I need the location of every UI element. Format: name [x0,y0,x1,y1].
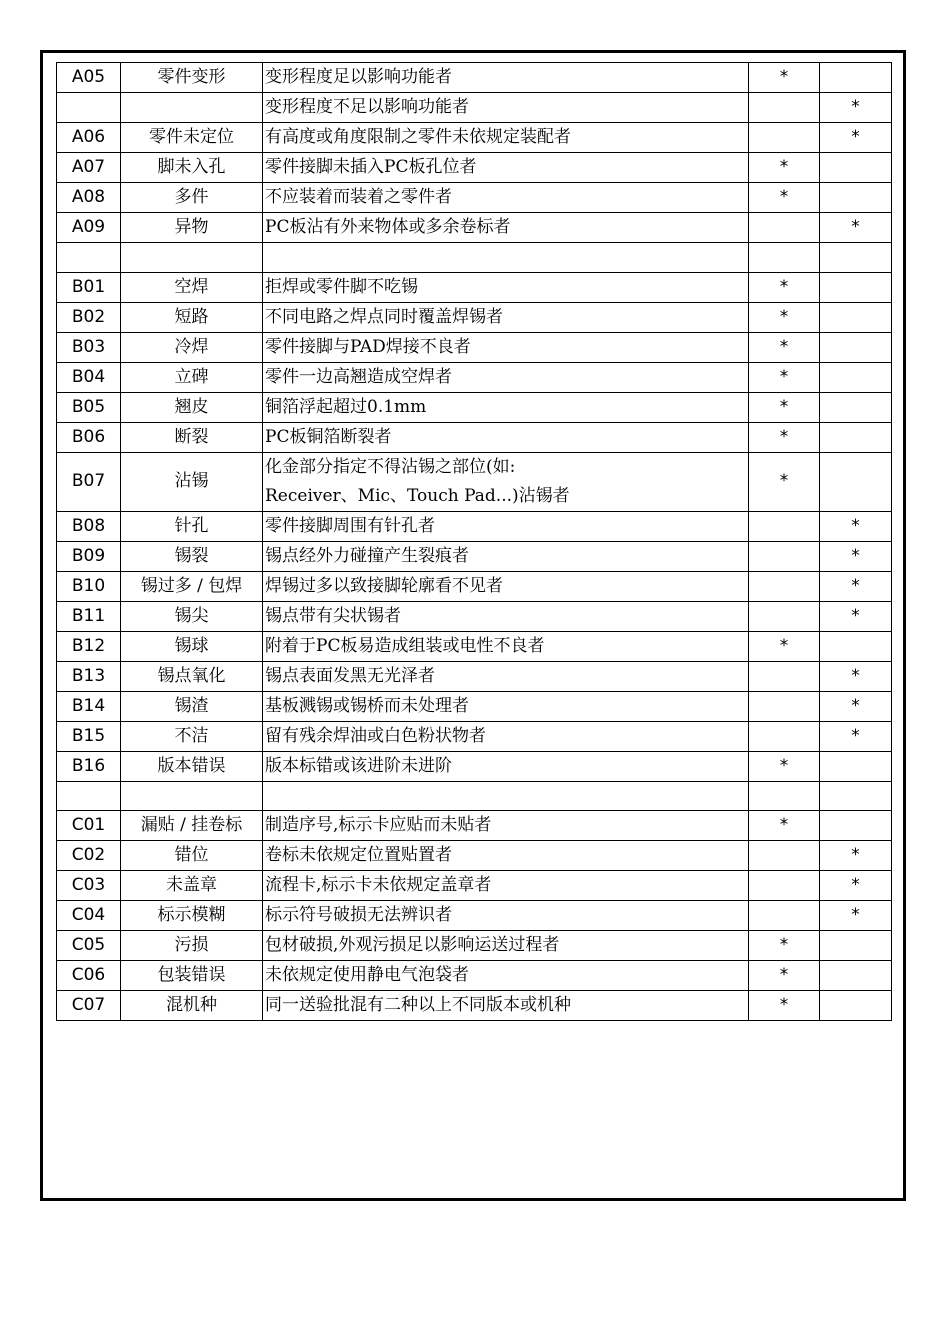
defect-code: A07 [57,153,121,183]
major-defect-mark [749,691,820,721]
defect-name: 锡过多 / 包焊 [121,571,263,601]
defect-name: 短路 [121,302,263,332]
table-row [57,571,892,601]
defect-name: 锡裂 [121,541,263,571]
defect-code: A05 [57,63,121,93]
major-defect-mark: * [749,362,820,392]
defect-name: 锡渣 [121,691,263,721]
description-line: 有高度或角度限制之零件未依规定装配者 [265,127,571,147]
defect-code: B10 [57,571,121,601]
defect-description [263,452,749,511]
defect-code: B11 [57,601,121,631]
defect-name: 标示模糊 [121,901,263,931]
minor-defect-mark [820,243,892,273]
description-line: 未依规定使用静电气泡袋者 [265,965,469,986]
major-defect-mark: * [749,302,820,332]
defect-description [263,751,749,781]
table-row [57,332,892,362]
minor-defect-mark: * [820,511,892,541]
description-line: 制造序号,标示卡应贴而未贴者 [265,815,492,836]
defect-description [263,511,749,541]
major-defect-mark [749,841,820,871]
defect-name: 包装错误 [121,961,263,991]
table-row [57,541,892,571]
major-defect-mark [749,901,820,931]
major-defect-mark: * [749,931,820,961]
defect-code: A09 [57,213,121,243]
defect-code: B05 [57,392,121,422]
table-row [57,871,892,901]
major-defect-mark: * [749,631,820,661]
table-row [57,422,892,452]
defect-code: B14 [57,691,121,721]
table-row [57,511,892,541]
defect-code: C01 [57,811,121,841]
table-row [57,961,892,991]
defect-name: 立碑 [121,362,263,392]
description-line: PC板铜箔断裂者 [265,426,392,447]
defect-name: 针孔 [121,511,263,541]
defect-table [56,62,892,1021]
description-line: 拒焊或零件脚不吃锡 [265,276,418,297]
description-line: 变形程度足以影响功能者 [265,67,452,87]
description-line: 不同电路之焊点同时覆盖焊锡者 [265,306,503,327]
minor-defect-mark [820,302,892,332]
major-defect-mark: * [749,811,820,841]
description-line: 零件接脚未插入PC板孔位者 [265,157,477,177]
minor-defect-mark [820,332,892,362]
minor-defect-mark: * [820,571,892,601]
defect-code: C03 [57,871,121,901]
major-defect-mark [749,511,820,541]
major-defect-mark [749,781,820,811]
defect-name: 多件 [121,183,263,213]
table-row [57,721,892,751]
description-line: Receiver、Mic、Touch Pad...)沾锡者 [265,485,570,506]
major-defect-mark: * [749,332,820,362]
defect-description [263,781,749,811]
table-row [57,452,892,511]
description-line: 锡点表面发黑无光泽者 [265,665,435,686]
table-row [57,183,892,213]
table-row [57,213,892,243]
defect-name: 锡球 [121,631,263,661]
description-line: 附着于PC板易造成组装或电性不良者 [265,635,545,656]
description-line: 零件接脚周围有针孔者 [265,515,435,536]
defect-name: 异物 [121,213,263,243]
major-defect-mark: * [749,991,820,1021]
defect-description [263,63,749,93]
minor-defect-mark [820,183,892,213]
minor-defect-mark: * [820,691,892,721]
table-row [57,691,892,721]
major-defect-mark [749,871,820,901]
defect-code: A06 [57,123,121,153]
major-defect-mark: * [749,183,820,213]
defect-code: B01 [57,272,121,302]
defect-name: 污损 [121,931,263,961]
defect-name: 零件变形 [121,63,263,93]
minor-defect-mark: * [820,541,892,571]
defect-name: 漏贴 / 挂卷标 [121,811,263,841]
defect-name: 空焊 [121,272,263,302]
major-defect-mark [749,541,820,571]
minor-defect-mark: * [820,601,892,631]
defect-name [121,243,263,273]
defect-description [263,183,749,213]
major-defect-mark [749,601,820,631]
major-defect-mark [749,123,820,153]
description-line: 锡点带有尖状锡者 [265,605,401,626]
description-line: 流程卡,标示卡未依规定盖章者 [265,875,492,896]
major-defect-mark: * [749,392,820,422]
minor-defect-mark: * [820,721,892,751]
minor-defect-mark [820,931,892,961]
table-row [57,243,892,273]
minor-defect-mark [820,153,892,183]
description-line: 变形程度不足以影响功能者 [265,97,469,117]
defect-description [263,213,749,243]
description-line: 零件接脚与PAD焊接不良者 [265,336,471,357]
defect-code: C06 [57,961,121,991]
defect-code: B02 [57,302,121,332]
major-defect-mark: * [749,63,820,93]
table-row [57,901,892,931]
defect-name: 错位 [121,841,263,871]
defect-description [263,721,749,751]
table-row [57,631,892,661]
defect-description [263,931,749,961]
description-line: 基板溅锡或锡桥而未处理者 [265,695,469,716]
defect-code: B13 [57,661,121,691]
defect-code: C02 [57,841,121,871]
defect-code: B09 [57,541,121,571]
major-defect-mark: * [749,751,820,781]
minor-defect-mark [820,422,892,452]
major-defect-mark: * [749,961,820,991]
description-line: 不应装着而装着之零件者 [265,187,452,207]
defect-description [263,871,749,901]
defect-code: B08 [57,511,121,541]
table-row [57,153,892,183]
defect-code: B03 [57,332,121,362]
minor-defect-mark: * [820,93,892,123]
defect-description [263,631,749,661]
description-line: 铜箔浮起超过0.1mm [265,396,427,417]
table-row [57,991,892,1021]
defect-description [263,571,749,601]
description-line: 留有残余焊油或白色粉状物者 [265,725,486,746]
table-row [57,93,892,123]
minor-defect-mark: * [820,841,892,871]
defect-description [263,153,749,183]
description-line: 同一送验批混有二种以上不同版本或机种 [265,995,571,1016]
defect-code: B06 [57,422,121,452]
minor-defect-mark: * [820,123,892,153]
defect-name: 零件未定位 [121,123,263,153]
defect-description [263,362,749,392]
defect-code [57,243,121,273]
table-row [57,811,892,841]
defect-code: C05 [57,931,121,961]
defect-name [121,781,263,811]
major-defect-mark: * [749,153,820,183]
description-line: 锡点经外力碰撞产生裂痕者 [265,545,469,566]
defect-name: 断裂 [121,422,263,452]
defect-code: C07 [57,991,121,1021]
table-row [57,781,892,811]
minor-defect-mark: * [820,213,892,243]
defect-table-body [57,63,892,1021]
minor-defect-mark [820,961,892,991]
major-defect-mark: * [749,272,820,302]
minor-defect-mark: * [820,871,892,901]
minor-defect-mark [820,452,892,511]
defect-code: B16 [57,751,121,781]
table-row [57,751,892,781]
defect-description [263,901,749,931]
major-defect-mark [749,571,820,601]
defect-description [263,332,749,362]
defect-description [263,272,749,302]
table-row [57,362,892,392]
defect-name: 混机种 [121,991,263,1021]
defect-code: B04 [57,362,121,392]
defect-code: A08 [57,183,121,213]
defect-code [57,781,121,811]
defect-code [57,93,121,123]
defect-code: B12 [57,631,121,661]
major-defect-mark [749,721,820,751]
minor-defect-mark [820,781,892,811]
description-line: 标示符号破损无法辨识者 [265,905,452,926]
defect-description [263,841,749,871]
table-row [57,931,892,961]
defect-description [263,541,749,571]
major-defect-mark [749,243,820,273]
defect-description [263,811,749,841]
major-defect-mark: * [749,452,820,511]
minor-defect-mark [820,991,892,1021]
defect-name [121,93,263,123]
defect-code: B15 [57,721,121,751]
description-line: 包材破损,外观污损足以影响运送过程者 [265,935,560,956]
defect-code: B07 [57,452,121,511]
major-defect-mark: * [749,422,820,452]
minor-defect-mark: * [820,901,892,931]
defect-name: 锡尖 [121,601,263,631]
defect-name: 未盖章 [121,871,263,901]
defect-name: 沾锡 [121,452,263,511]
defect-name: 不洁 [121,721,263,751]
description-line: PC板沾有外来物体或多余卷标者 [265,217,511,237]
defect-description [263,243,749,273]
defect-description [263,93,749,123]
table-row [57,302,892,332]
description-line: 零件一边高翘造成空焊者 [265,366,452,387]
table-row [57,272,892,302]
description-line: 卷标未依规定位置贴置者 [265,845,452,866]
major-defect-mark [749,661,820,691]
minor-defect-mark [820,631,892,661]
minor-defect-mark [820,272,892,302]
defect-description [263,422,749,452]
defect-description [263,961,749,991]
table-row [57,123,892,153]
minor-defect-mark [820,392,892,422]
table-row [57,661,892,691]
description-line: 焊锡过多以致接脚轮廓看不见者 [265,575,503,596]
defect-name: 脚未入孔 [121,153,263,183]
defect-description [263,991,749,1021]
major-defect-mark [749,93,820,123]
defect-name: 版本错误 [121,751,263,781]
minor-defect-mark [820,362,892,392]
defect-description [263,691,749,721]
defect-description [263,392,749,422]
minor-defect-mark [820,63,892,93]
table-row [57,392,892,422]
minor-defect-mark: * [820,661,892,691]
table-row [57,841,892,871]
defect-description [263,302,749,332]
table-row [57,63,892,93]
defect-code: C04 [57,901,121,931]
major-defect-mark [749,213,820,243]
table-row [57,601,892,631]
minor-defect-mark [820,811,892,841]
description-line: 化金部分指定不得沾锡之部位(如: [265,456,516,477]
defect-name: 翘皮 [121,392,263,422]
defect-description [263,123,749,153]
defect-name: 锡点氧化 [121,661,263,691]
defect-name: 冷焊 [121,332,263,362]
defect-description [263,661,749,691]
description-line: 版本标错或该进阶未进阶 [265,755,452,776]
minor-defect-mark [820,751,892,781]
defect-description [263,601,749,631]
